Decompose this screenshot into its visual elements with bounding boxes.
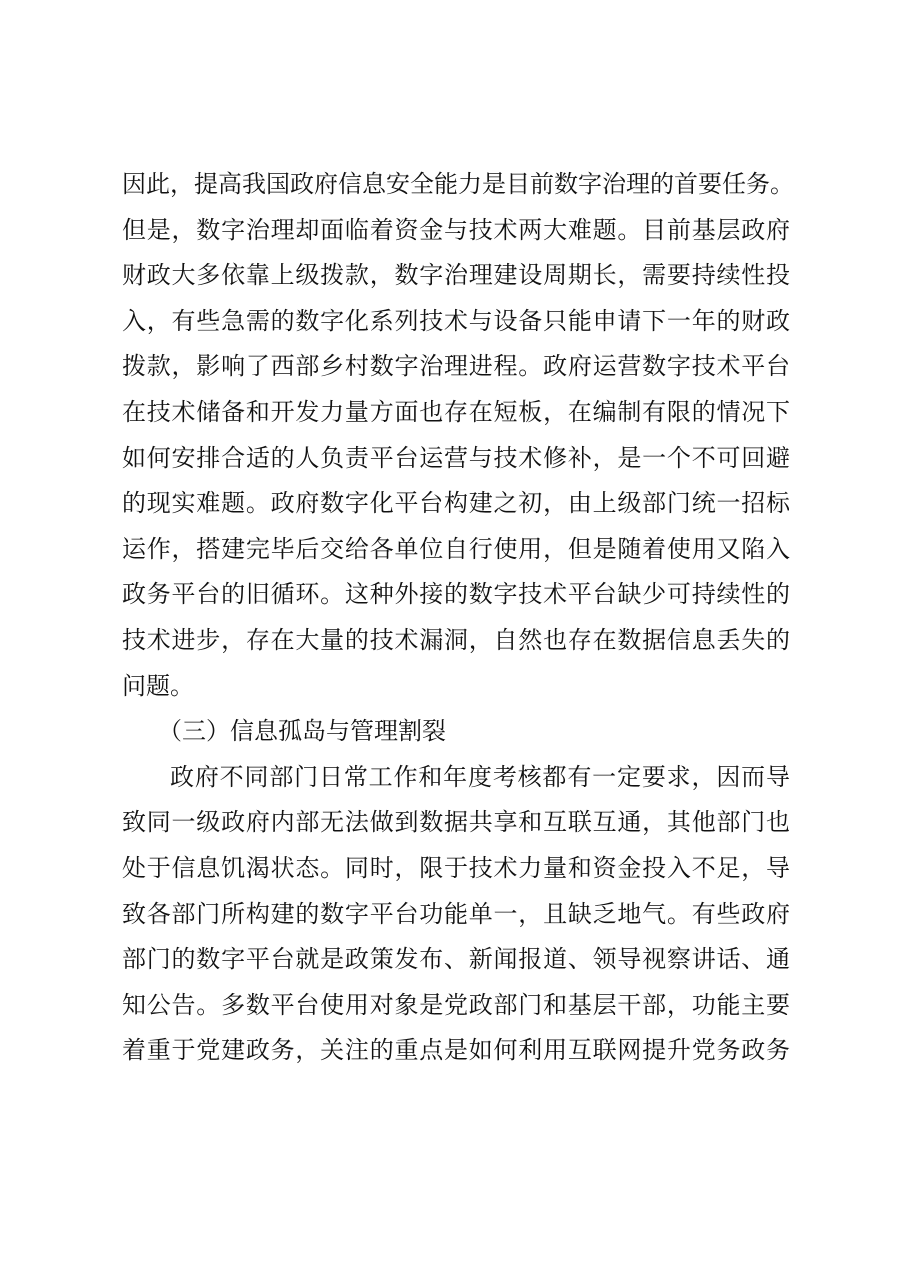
paragraph-line: 运作，搭建完毕后交给各单位自行使用，但是随着使用又陷入 [122,534,790,563]
paragraph-line: 技术进步，存在大量的技术漏洞，自然也存在数据信息丢失的 [122,625,790,654]
paragraph-line: 政务平台的旧循环。这种外接的数字技术平台缺少可持续性的 [122,580,790,609]
paragraph-line: 拨款，影响了西部乡村数字治理进程。政府运营数字技术平台 [122,352,790,381]
paragraph-line: 政府不同部门日常工作和年度考核都有一定要求，因而导 [170,762,790,791]
paragraph-line: 入，有些急需的数字化系列技术与设备只能申请下一年的财政 [122,306,790,335]
paragraph-line: 致同一级政府内部无法做到数据共享和互联互通，其他部门也 [122,808,790,837]
paragraph-line: 致各部门所构建的数字平台功能单一，且缺乏地气。有些政府 [122,899,790,928]
paragraph-line: 知公告。多数平台使用对象是党政部门和基层干部，功能主要 [122,990,790,1019]
paragraph-line: 处于信息饥渴状态。同时，限于技术力量和资金投入不足，导 [122,853,790,882]
paragraph-line: 的现实难题。政府数字化平台构建之初，由上级部门统一招标 [122,489,790,518]
paragraph-line: 在技术储备和开发力量方面也存在短板，在编制有限的情况下 [122,397,790,426]
paragraph-line: 问题。 [122,671,194,700]
paragraph-2 [122,755,790,1074]
paragraph-1 [122,162,794,709]
document-body [122,162,794,1074]
section-heading: （三）信息孤岛与管理割裂 [158,717,446,746]
paragraph-line: 如何安排合适的人负责平台运营与技术修补，是一个不可回避 [122,443,790,472]
paragraph-line: 因此，提高我国政府信息安全能力是目前数字治理的首要任务。 [122,170,794,198]
paragraph-line: 部门的数字平台就是政策发布、新闻报道、领导视察讲话、通 [122,945,790,974]
paragraph-line: 但是，数字治理却面临着资金与技术两大难题。目前基层政府 [122,215,790,244]
paragraph-line: 财政大多依靠上级拨款，数字治理建设周期长，需要持续性投 [122,261,790,290]
paragraph-line: 着重于党建政务，关注的重点是如何利用互联网提升党务政务 [122,1036,790,1065]
